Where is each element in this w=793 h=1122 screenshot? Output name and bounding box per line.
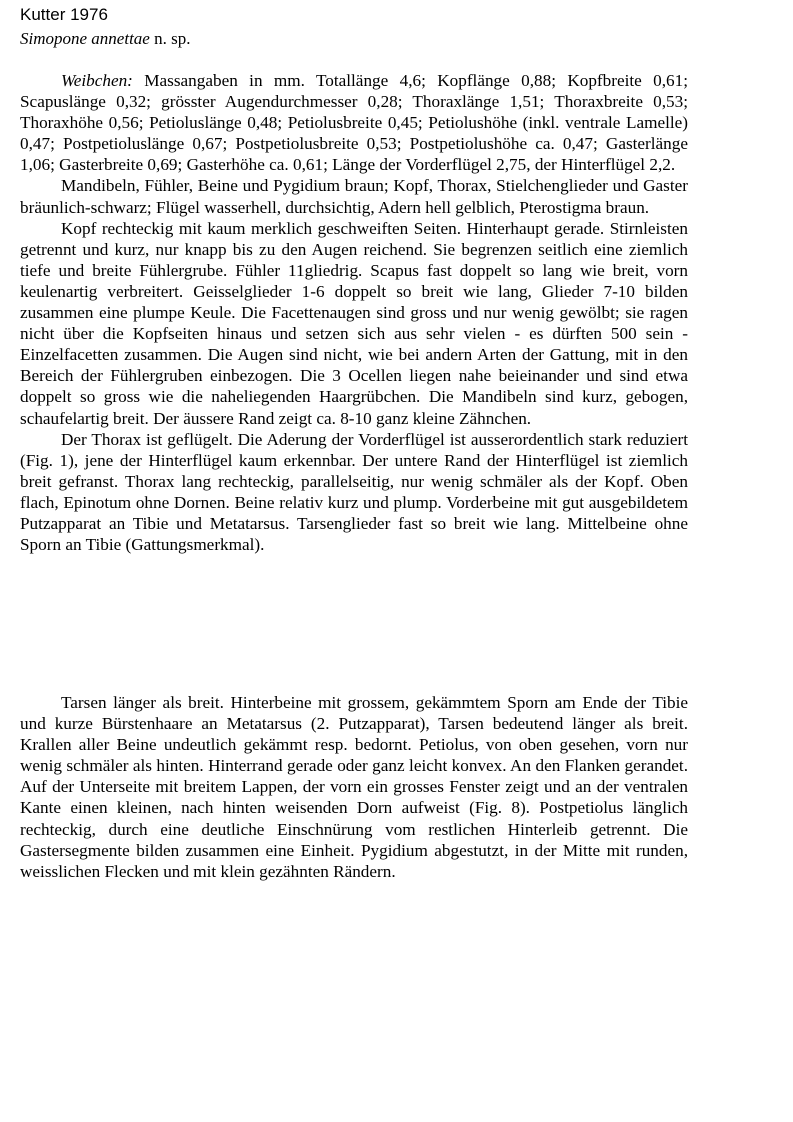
paragraph-text: Massangaben in mm. Totallänge 4,6; Kopflänge 0,88; Kopfbreite 0,61; Scapuslänge 0,32; grösster Augendurchmesser 0,28; Thoraxlänge 1,51; Thoraxbreite 0,53; Thoraxhöhe 0,56; Petioluslänge 0,48; Petiolusbreite 0,45; Petiolushöhe (inkl. ventrale Lamelle) 0,47; Postpetioluslänge 0,67; Postpetiolusbreite 0,53; Postpetiolushöhe ca. 0,47; Gasterlänge 1,06; Gasterbreite 0,69; Gasterhöhe ca. 0,61; Länge der Vorderflügel 2,75, der Hinterflügel 2,2. — [20, 71, 688, 175]
paragraph-head: Kopf rechteckig mit kaum merklich geschweiften Seiten. Hinterhaupt gerade. Stirnleisten getrennt und kurz, nur knapp bis zu den Augen reichend. Sie begrenzen seitlich eine ziemlich tiefe und breite Fühlergrube. Fühler 11gliedrig. Scapus fast doppelt so lang wie breit, vorn keulenartig verbreitert. Geisselglieder 1-6 doppelt so breit wie lang, Glieder 7-10 bilden zusammen eine plumpe Keule. Die Facettenaugen sind gross und nur wenig gewölbt; sie ragen nicht über die Kopfseiten hinaus und setzen sich aus sehr vielen - es dürften 500 sein - Einzelfacetten zusammen. Die Augen sind nicht, wie bei andern Arten der Gattung, mit in den Bereich der Fühlergruben einbezogen. Die 3 Ocellen liegen nahe beieinander und sind etwa doppelt so gross wie die naheliegenden Haargrübchen. Die Mandibeln sind kurz, gebogen, schaufelartig breit. Der äussere Rand zeigt ca. 8-10 ganz kleine Zähnchen. — [20, 218, 688, 428]
paragraph-measurements — [20, 70, 688, 175]
citation-header: Kutter 1976 — [20, 5, 108, 24]
description-block-1 — [20, 70, 688, 555]
paragraph-lead-in: Weibchen: — [61, 71, 133, 90]
species-title — [20, 28, 190, 50]
species-suffix: n. sp. — [149, 29, 191, 48]
species-name: Simopone annettae — [20, 29, 150, 48]
description-block-2 — [20, 692, 688, 882]
paragraph-coloration: Mandibeln, Fühler, Beine und Pygidium braun; Kopf, Thorax, Stielchenglieder und Gaster bräunlich-schwarz; Flügel wasserhell, durchsichtig, Adern hell gelblich, Pterostigma braun. — [20, 176, 688, 217]
paragraph-thorax: Der Thorax ist geflügelt. Die Aderung der Vorderflügel ist ausserordentlich stark reduziert (Fig. 1), jene der Hinterflügel kaum erkennbar. Der untere Rand der Hinterflügel ist ziemlich breit gefranst. Thorax lang rechteckig, parallelseitig, nur wenig schmäler als der Kopf. Oben flach, Epinotum ohne Dornen. Beine relativ kurz und plump. Vorderbeine mit gut ausgebildetem Putzapparat an Tibie und Metatarsus. Tarsenglieder fast so breit wie lang. Mittelbeine ohne Sporn an Tibie (Gattungsmerkmal). — [20, 429, 688, 555]
paragraph-legs-petiolus: Tarsen länger als breit. Hinterbeine mit grossem, gekämmtem Sporn am Ende der Tibie und kurze Bürstenhaare an Metatarsus (2. Putzapparat), Tarsen bedeutend länger als breit. Krallen aller Beine undeutlich gekämmt resp. bedornt. Petiolus, von oben gesehen, vorn nur wenig schmäler als hinten. Hinterrand gerade oder ganz leicht konvex. An den Flanken gerandet. Auf der Unterseite mit breitem Lappen, der vorn ein grosses Fenster zeigt und an der ventralen Kante einen kleinen, nach hinten weisenden Dorn aufweist (Fig. 8). Postpetiolus länglich rechteckig, durch eine deutliche Einschnürung vom restlichen Hinterleib getrennt. Die Gastersegmente bilden zusammen eine Einheit. Pygidium abgestutzt, in der Mitte mit runden, weisslichen Flecken und mit klein gezähnten Rändern. — [20, 693, 688, 881]
